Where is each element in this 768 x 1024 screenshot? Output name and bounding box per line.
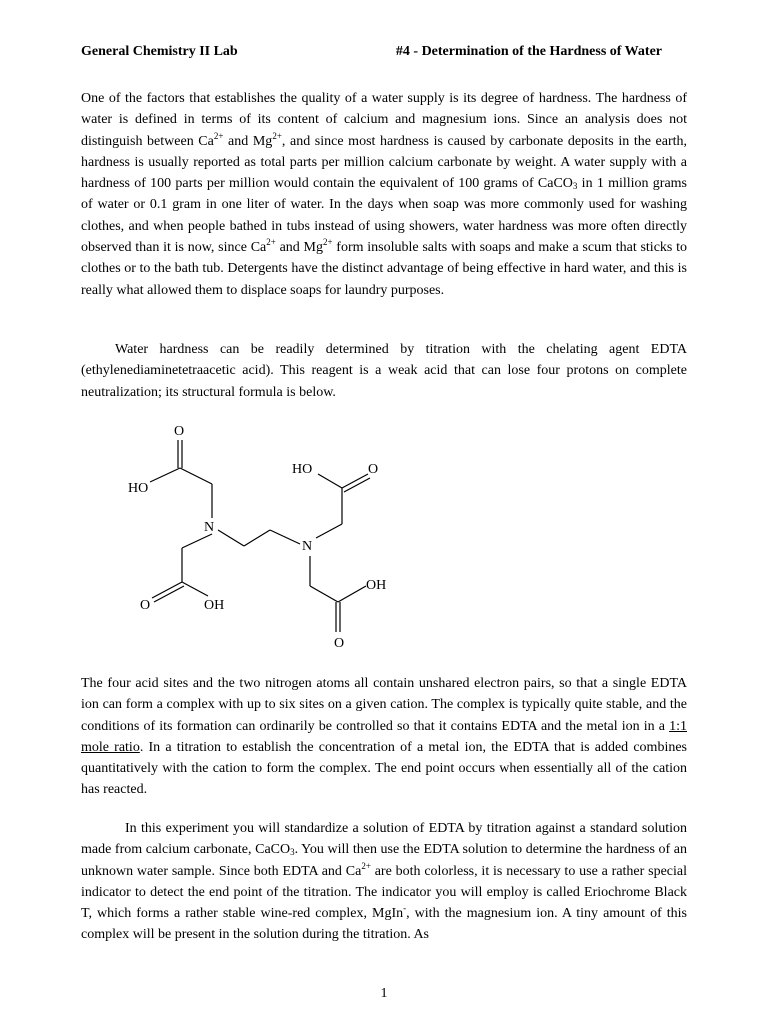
edta-structure-diagram [120,410,420,650]
atom-oh-bottom-left: OH [204,598,225,613]
experiment-title: #4 - Determination of the Hardness of Water [395,44,662,59]
atom-oh-right: OH [366,578,387,593]
atom-ho-left: HO [128,481,149,496]
atom-o-bottom-right: O [334,636,345,650]
edta-paragraph: Water hardness can be readily determined by titration with the chelating agent EDTA (ethylenediaminetetraacetic acid). This reagent is a weak acid that can lose four protons on complete neutralization; its structural formula is below. [81,342,687,400]
intro-paragraph: One of the factors that establishes the quality of a water supply is its degree of hardness. The hardness of water is defined in terms of its content of calcium and magnesium ions. Since an analysis does not distinguish between $Ca^{2+}$ and $Mg^{2+}$, and since most hardness is caused by carbonate deposits in the earth, hardness is usually reported as total parts per million calcium carbonate by weight. A water supply with a hardness of 100 parts per million would contain the equivalent of 100 grams of CaCO$_3$ in 1 million grams of water or 0.1 gram in one liter of water. In the days when soap was more commonly used for washing clothes, and when people bathed in tubs instead of using showers, water hardness was more often directly observed than it is now, since $Ca^{2+}$ and $Mg^{2+}$ form insoluble salts with soaps and make a scum that sticks to clothes or to the bath tub. Detergents have the distinct advantage of being effective in hard water, and this is really what allowed them to displace soaps for laundry purposes. [81,91,687,298]
complex-paragraph: The four acid sites and the two nitrogen atoms all contain unshared electron pairs, so that a single EDTA ion can form a complex with up to six sites on a given cation. The complex is typically quite stable, and the conditions of its formation can ordinarily be controlled so that it contains EDTA and the metal ion in a 1:1 mole ratio. In a titration to establish the concentration of a metal ion, the EDTA that is added combines quantitatively with the cation to form the complex. The end point occurs when essentially all of the cation has reacted. [81,676,687,798]
atom-o-top-right: O [368,462,379,477]
experiment-paragraph: In this experiment you will standardize a solution of EDTA by titration against a standard solution made from calcium carbonate, CaCO$_3$. You will then use the EDTA solution to determine the hardness of an unknown water sample. Since both EDTA and $Ca^{2+}$ are both colorless, it is necessary to use a rather special indicator to detect the end point of the titration. The indicator you will employ is called Eriochrome Black T, which forms a rather stable wine-red complex, MgIn-, with the magnesium ion. A tiny amount of this complex will be present in the solution during the titration. As [81,821,688,943]
course-title: General Chemistry II Lab [81,44,238,59]
atom-n-right: N [302,539,313,554]
atom-o-bottom-left: O [140,598,151,613]
mole-ratio-underlined: 1:1 mole ratio [81,718,687,755]
atom-o-top-left: O [174,424,185,439]
atom-n-left: N [204,520,215,535]
page-number: 1 [380,986,388,1001]
atom-ho-top-right: HO [292,462,313,477]
